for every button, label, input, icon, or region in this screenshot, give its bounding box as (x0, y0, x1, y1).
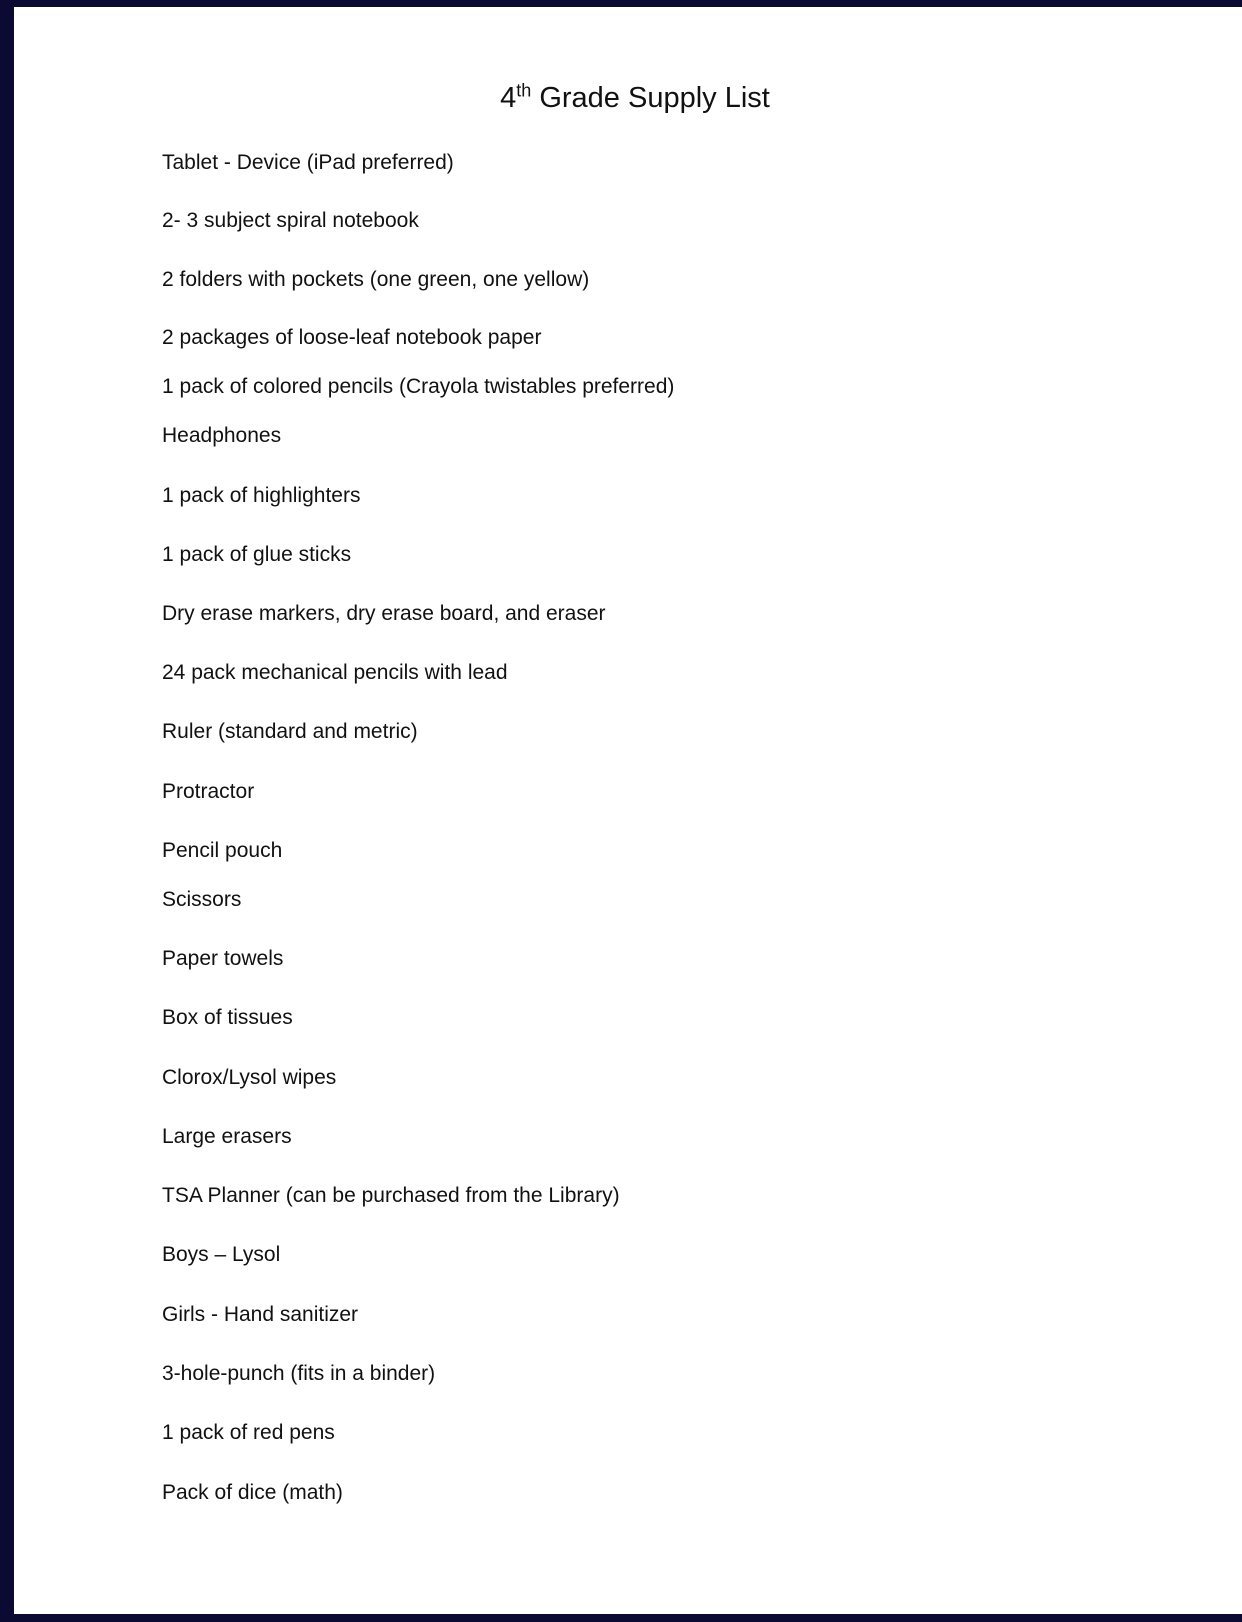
list-item: Boys – Lysol (162, 1243, 281, 1266)
list-item: Ruler (standard and metric) (162, 720, 418, 743)
title-superscript: th (516, 80, 532, 101)
list-item: Dry erase markers, dry erase board, and eraser (162, 602, 606, 625)
list-item: Protractor (162, 780, 255, 803)
list-item: 3-hole-punch (fits in a binder) (162, 1362, 436, 1385)
list-item: Large erasers (162, 1125, 292, 1148)
list-item: Girls - Hand sanitizer (162, 1303, 359, 1326)
list-item: Scissors (162, 888, 242, 911)
title-prefix: 4 (500, 82, 517, 114)
list-item: 1 pack of glue sticks (162, 543, 352, 566)
list-item: Pack of dice (math) (162, 1481, 343, 1504)
document-page (14, 7, 1242, 1614)
page-title (14, 81, 1242, 116)
list-item: 1 pack of colored pencils (Crayola twistables preferred) (162, 375, 675, 398)
list-item: 2- 3 subject spiral notebook (162, 209, 419, 232)
list-item: 1 pack of red pens (162, 1421, 335, 1444)
list-item: 2 folders with pockets (one green, one yellow) (162, 268, 590, 291)
list-item: Pencil pouch (162, 839, 283, 862)
list-item: TSA Planner (can be purchased from the Library) (162, 1184, 620, 1207)
list-item: 1 pack of highlighters (162, 484, 361, 507)
list-item: Headphones (162, 424, 282, 447)
list-item: Paper towels (162, 947, 284, 970)
list-item: Tablet - Device (iPad preferred) (162, 151, 454, 174)
list-item: Box of tissues (162, 1006, 293, 1029)
list-item: 24 pack mechanical pencils with lead (162, 661, 508, 684)
list-item: Clorox/Lysol wipes (162, 1066, 337, 1089)
list-item: 2 packages of loose-leaf notebook paper (162, 326, 542, 349)
title-rest: Grade Supply List (531, 82, 770, 114)
